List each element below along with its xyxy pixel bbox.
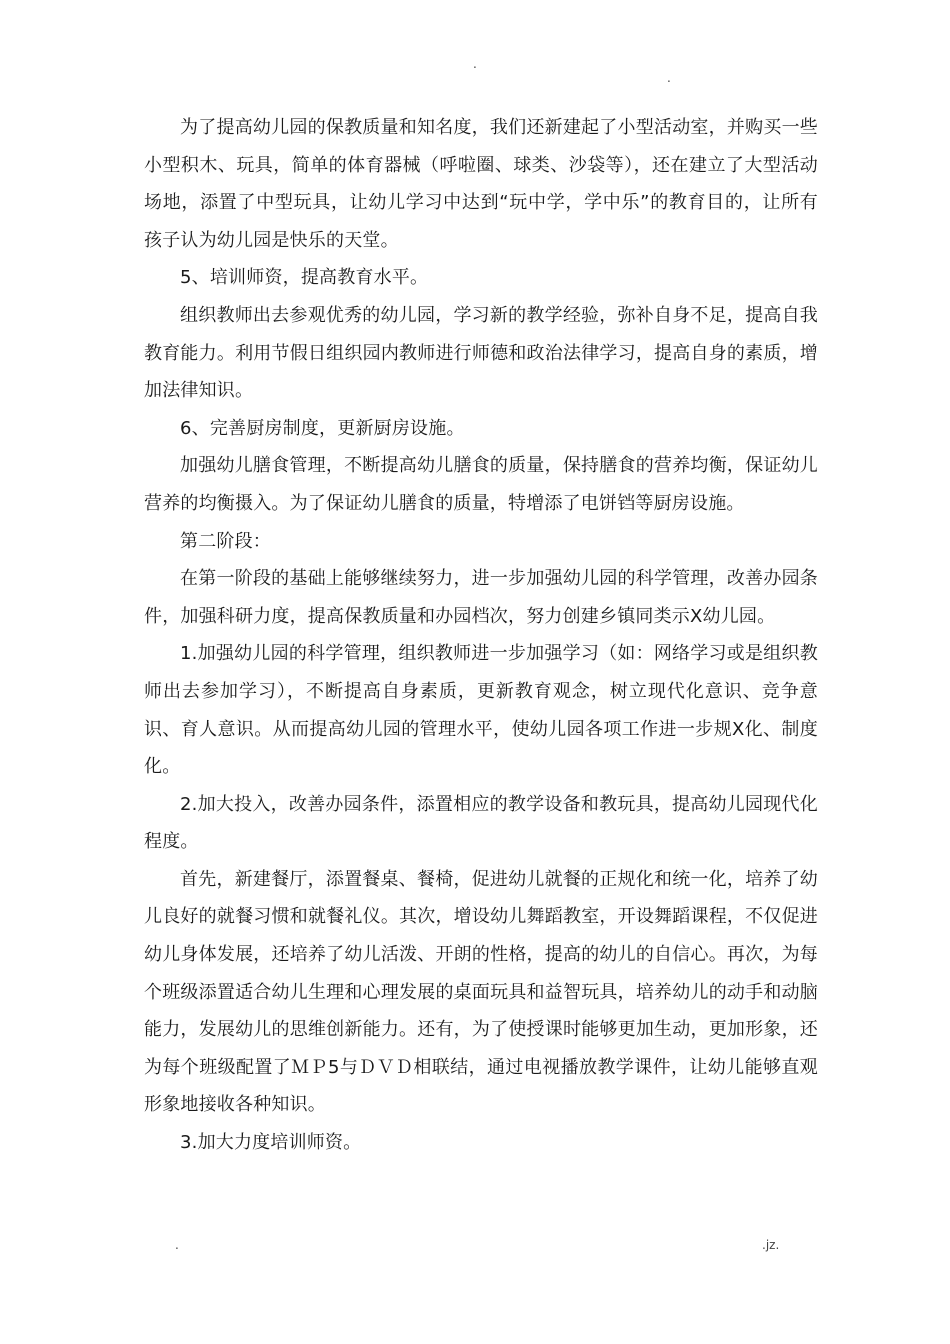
paragraph-item-2: 2.加大投入，改善办园条件，添置相应的教学设备和教玩具，提高幼儿园现代化程度。 bbox=[144, 793, 818, 853]
heading-item-6: 6、完善厨房制度，更新厨房设施。 bbox=[180, 417, 465, 439]
paragraph-kitchen: 加强幼儿膳食管理，不断提高幼儿膳食的质量，保持膳食的营养均衡，保证幼儿营养的均衡摄入。为了保证幼儿膳食的质量，特增添了电饼铛等厨房设施。 bbox=[144, 455, 818, 514]
paragraph-stage-two-intro: 在第一阶段的基础上能够继续努力，进一步加强幼儿园的科学管理，改善办园条件，加强科研力度，提高保教质量和办园档次，努力创建乡镇同类示X幼儿园。 bbox=[144, 568, 818, 627]
paragraph-teacher-training: 组织教师出去参观优秀的幼儿园，学习新的教学经验，弥补自身不足，提高自我教育能力。利用节假日组织园内教师进行师德和政治法律学习，提高自身的素质，增加法律知识。 bbox=[144, 304, 818, 402]
document-body bbox=[144, 109, 818, 1162]
heading-stage-two: 第二阶段： bbox=[180, 530, 271, 552]
footer-dot-left: . bbox=[175, 1238, 179, 1252]
paragraph-item-1: 1.加强幼儿园的科学管理，组织教师进一步加强学习（如：网络学习或是组织教师出去参加学习），不断提高自身素质，更新教育观念，树立现代化意识、竞争意识、育人意识。从而提高幼儿园的管理水平，使幼儿园各项工作进一步规X化、制度化。 bbox=[144, 643, 818, 778]
paragraph-item-3: 3.加大力度培训师资。 bbox=[180, 1132, 362, 1154]
header-dot-right: . bbox=[667, 71, 671, 85]
paragraph-facilities: 首先，新建餐厅，添置餐桌、餐椅，促进幼儿就餐的正规化和统一化，培养了幼儿良好的就餐习惯和就餐礼仪。其次，增设幼儿舞蹈教室，开设舞蹈课程，不仅促进幼儿身体发展，还培养了幼儿活泼、开朗的性格，提高的幼儿的自信心。再次，为每个班级添置适合幼儿生理和心理发展的桌面玩具和益智玩具，培养幼儿的动手和动脑能力，发展幼儿的思维创新能力。还有，为了使授课时能够更加生动，更加形象，还为每个班级配置了ＭＰ5与ＤＶＤ相联结，通过电视播放教学课件，让幼儿能够直观形象地接收各种知识。 bbox=[144, 868, 818, 1116]
header-dot-left: . bbox=[473, 57, 477, 71]
footer-mark-right: .jz. bbox=[762, 1238, 780, 1252]
heading-item-5: 5、培训师资，提高教育水平。 bbox=[180, 267, 429, 289]
paragraph-activity-room: 为了提高幼儿园的保教质量和知名度，我们还新建起了小型活动室，并购买一些小型积木、玩具，简单的体育器械（呼啦圈、球类、沙袋等），还在建立了大型活动场地，添置了中型玩具，让幼儿学习中达到“玩中学，学中乐”的教育目的，让所有孩子认为幼儿园是快乐的天堂。 bbox=[144, 117, 818, 251]
